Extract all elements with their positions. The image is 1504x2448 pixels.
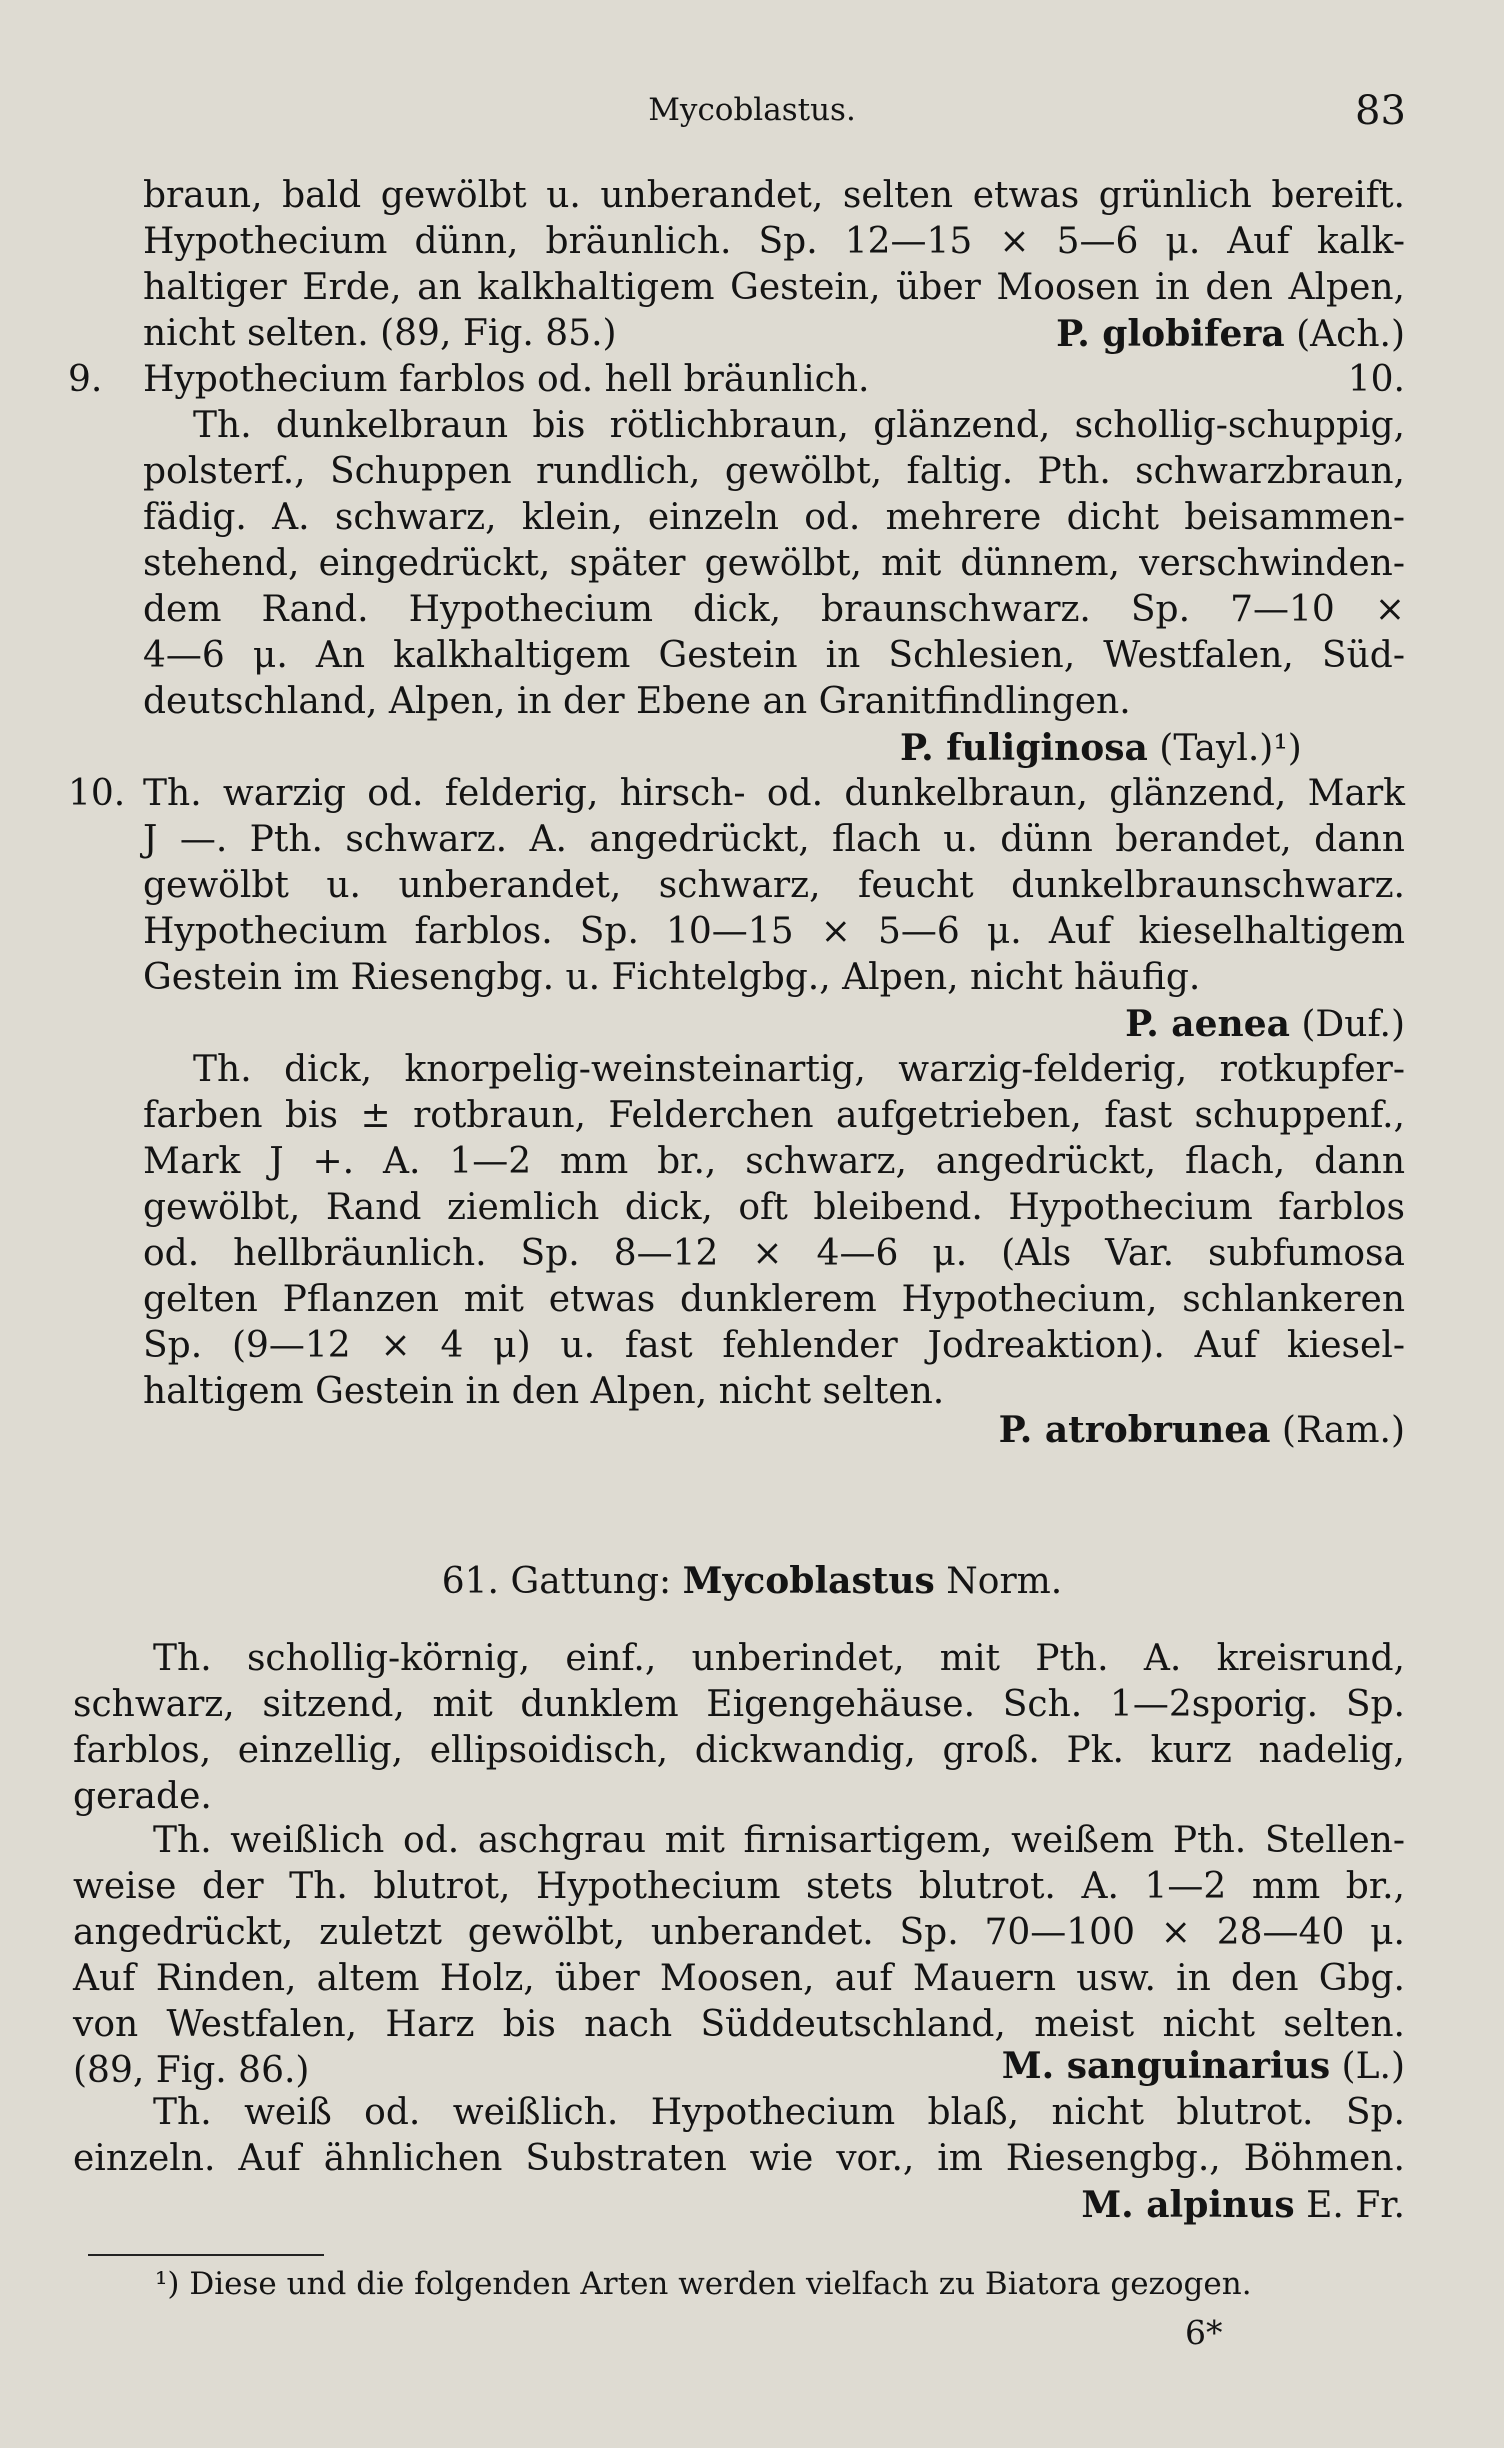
running-header: Mycoblastus. xyxy=(648,92,856,128)
text-line: 4—6 μ. An kalkhaltigem Gestein in Schlesien, Westfalen, Süd- xyxy=(143,635,1405,676)
text-line: fädig. A. schwarz, klein, einzeln od. mehrere dicht beisammen- xyxy=(143,497,1405,538)
text-line: schwarz, sitzend, mit dunklem Eigengehäuse. Sch. 1—2sporig. Sp. xyxy=(73,1684,1405,1725)
text-line: polsterf., Schuppen rundlich, gewölbt, faltig. Pth. schwarzbraun, xyxy=(143,451,1405,492)
text-line: J —. Pth. schwarz. A. angedrückt, flach u. dünn berandet, dann xyxy=(143,819,1405,860)
species-name: M. sanguinarius (L.) xyxy=(1001,2045,1405,2087)
text-line: haltigem Gestein in den Alpen, nicht selten. xyxy=(143,1371,945,1412)
key-number: 9. xyxy=(68,359,103,400)
text-line: gerade. xyxy=(73,1776,212,1817)
text-line: Th. dunkelbraun bis rötlichbraun, glänzend, schollig-schuppig, xyxy=(193,405,1405,446)
genus-heading: 61. Gattung: Mycoblastus Norm. xyxy=(441,1560,1063,1602)
text-line: Gestein im Riesengbg. u. Fichtelgbg., Alpen, nicht häufig. xyxy=(143,957,1201,998)
text-line: nicht selten. (89, Fig. 85.) xyxy=(143,313,617,354)
signature-mark: 6* xyxy=(1185,2313,1223,2352)
species-name: P. fuliginosa (Tayl.)¹) xyxy=(900,727,1302,769)
text-line: dem Rand. Hypothecium dick, braunschwarz. Sp. 7—10 × xyxy=(143,589,1405,630)
text-line: braun, bald gewölbt u. unberandet, selten etwas grünlich bereift. xyxy=(143,175,1405,216)
species-name: P. atrobrunea (Ram.) xyxy=(998,1409,1405,1451)
species-name: M. alpinus E. Fr. xyxy=(1081,2184,1405,2226)
text-line: od. hellbräunlich. Sp. 8—12 × 4—6 μ. (Als Var. subfumosa xyxy=(143,1233,1405,1274)
key-text: Hypothecium farblos od. hell bräunlich. xyxy=(143,359,870,400)
text-line: stehend, eingedrückt, später gewölbt, mit dünnem, verschwinden- xyxy=(143,543,1405,584)
text-line: Th. dick, knorpelig-weinsteinartig, warzig-felderig, rotkupfer- xyxy=(193,1049,1405,1090)
text-line: deutschland, Alpen, in der Ebene an Granitfindlingen. xyxy=(143,681,1131,722)
text-line: Th. weiß od. weißlich. Hypothecium blaß, nicht blutrot. Sp. xyxy=(153,2092,1405,2133)
text-line: Sp. (9—12 × 4 μ) u. fast fehlender Jodreaktion). Auf kiesel- xyxy=(143,1325,1405,1366)
footnote-rule xyxy=(88,2254,324,2256)
text-line: einzeln. Auf ähnlichen Substraten wie vor., im Riesengbg., Böhmen. xyxy=(73,2138,1405,2179)
page-number: 83 xyxy=(1355,88,1406,134)
text-line: Th. weißlich od. aschgrau mit firnisartigem, weißem Pth. Stellen- xyxy=(153,1820,1405,1861)
text-line: gewölbt u. unberandet, schwarz, feucht dunkelbraunschwarz. xyxy=(143,865,1405,906)
text-line: von Westfalen, Harz bis nach Süddeutschland, meist nicht selten. xyxy=(73,2004,1405,2045)
text-line: haltiger Erde, an kalkhaltigem Gestein, über Moosen in den Alpen, xyxy=(143,267,1405,308)
text-line: Th. schollig-körnig, einf., unberindet, mit Pth. A. kreisrund, xyxy=(153,1638,1405,1679)
text-line: gelten Pflanzen mit etwas dunklerem Hypothecium, schlankeren xyxy=(143,1279,1405,1320)
key-reference: 10. xyxy=(1347,359,1405,400)
text-line: Hypothecium farblos. Sp. 10—15 × 5—6 μ. Auf kieselhaltigem xyxy=(143,911,1405,952)
footnote: ¹) Diese und die folgenden Arten werden vielfach zu Biatora gezogen. xyxy=(155,2266,1252,2302)
text-line: Auf Rinden, altem Holz, über Moosen, auf Mauern usw. in den Gbg. xyxy=(73,1958,1405,1999)
species-name: P. aenea (Duf.) xyxy=(1125,1003,1405,1045)
species-name: P. globifera (Ach.) xyxy=(1056,313,1405,355)
key-number: 10. xyxy=(68,773,126,814)
text-line: farben bis ± rotbraun, Felderchen aufgetrieben, fast schuppenf., xyxy=(143,1095,1405,1136)
text-line: Th. warzig od. felderig, hirsch- od. dunkelbraun, glänzend, Mark xyxy=(143,773,1405,814)
text-line: (89, Fig. 86.) xyxy=(73,2050,310,2091)
text-line: Mark J +. A. 1—2 mm br., schwarz, angedrückt, flach, dann xyxy=(143,1141,1405,1182)
text-line: weise der Th. blutrot, Hypothecium stets blutrot. A. 1—2 mm br., xyxy=(73,1866,1405,1907)
text-line: farblos, einzellig, ellipsoidisch, dickwandig, groß. Pk. kurz nadelig, xyxy=(73,1730,1405,1771)
text-line: Hypothecium dünn, bräunlich. Sp. 12—15 × 5—6 μ. Auf kalk- xyxy=(143,221,1405,262)
text-line: gewölbt, Rand ziemlich dick, oft bleibend. Hypothecium farblos xyxy=(143,1187,1405,1228)
text-line: angedrückt, zuletzt gewölbt, unberandet. Sp. 70—100 × 28—40 μ. xyxy=(73,1912,1405,1953)
